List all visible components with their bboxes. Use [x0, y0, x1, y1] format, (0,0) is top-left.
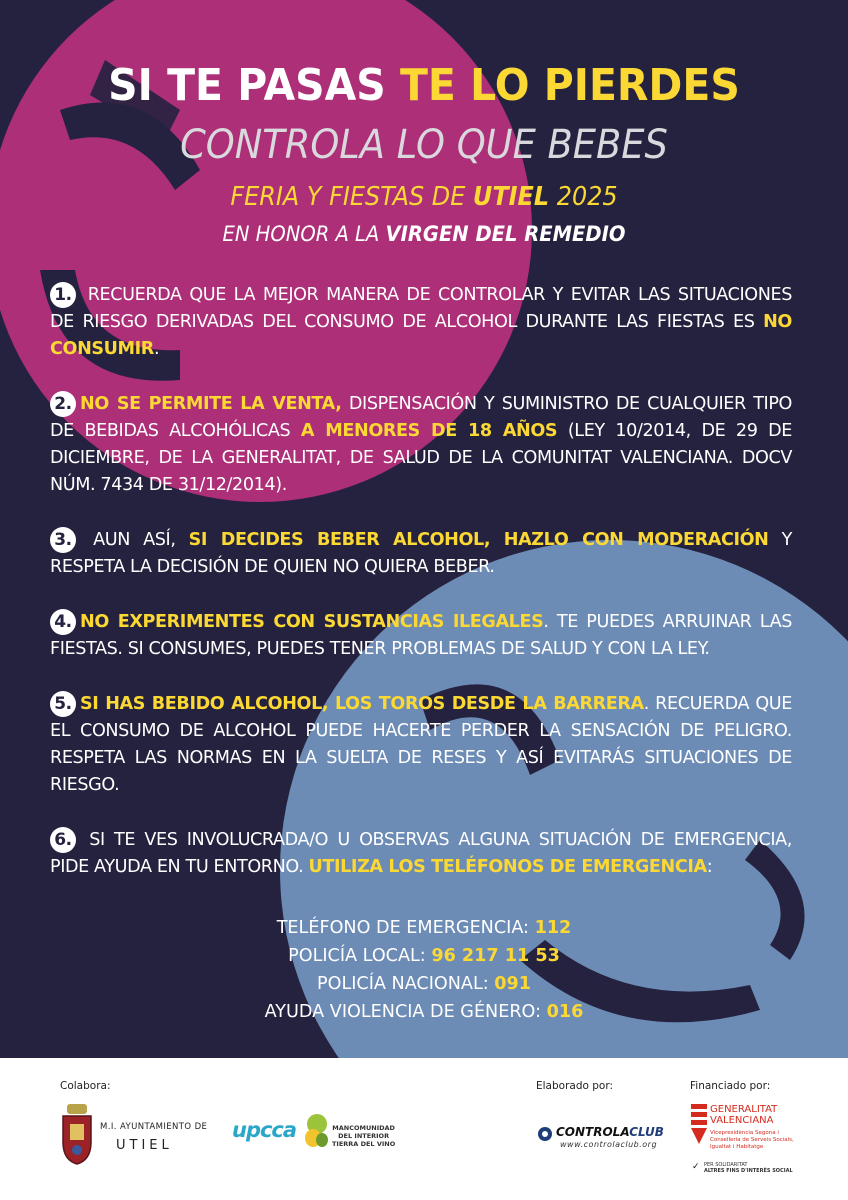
recommendations-list	[50, 282, 792, 909]
item-number-badge: 4.	[50, 609, 76, 635]
list-item: 1. RECUERDA QUE LA MEJOR MANERA DE CONTROLAR Y EVITAR LAS SITUACIONES DE RIESGO DERIVADAS DEL CONSUMO DE ALCOHOL DURANTE LAS FIESTAS ES NO CONSUMIR.	[50, 282, 792, 363]
item-number-badge: 3.	[50, 527, 76, 553]
check-icon: ✓	[692, 1162, 700, 1172]
controlaclub-logo-icon	[537, 1126, 553, 1142]
ayuntamiento-label: M.I. AYUNTAMIENTO DE	[100, 1122, 208, 1132]
financiado-label: Financiado por:	[690, 1080, 771, 1092]
item-number-badge: 1.	[50, 282, 76, 308]
mancomunidad-logo-icon	[304, 1112, 330, 1150]
item-number-badge: 2.	[50, 391, 76, 417]
controlaclub-logo: CONTROLACLUB	[556, 1125, 664, 1139]
phone-row: AYUDA VIOLENCIA DE GÉNERO: 016	[264, 1002, 584, 1022]
generalitat-label: GENERALITAT VALENCIANA	[710, 1104, 778, 1126]
upcca-logo: upcca	[232, 1118, 297, 1142]
footer	[0, 1058, 848, 1200]
generalitat-logo-icon	[690, 1102, 708, 1146]
title-part-yellow: TE LO PIERDES	[399, 60, 740, 111]
poster-title	[30, 60, 819, 111]
title-part-white: SI TE PASAS	[108, 60, 400, 111]
utiel-crest-icon	[60, 1104, 94, 1166]
controlaclub-url: www.controlaclub.org	[560, 1140, 658, 1149]
poster-subtitle: CONTROLA LO QUE BEBES	[180, 122, 668, 168]
phone-row: POLICÍA LOCAL: 96 217 11 53	[288, 946, 560, 966]
event-line: FERIA Y FIESTAS DE UTIEL 2025	[230, 182, 618, 212]
list-item: 3. AUN ASÍ, SI DECIDES BEBER ALCOHOL, HAZLO CON MODERACIÓN Y RESPETA LA DECISIÓN DE QUIEN NO QUIERA BEBER.	[50, 527, 792, 581]
list-item: 5. SI HAS BEBIDO ALCOHOL, LOS TOROS DESDE LA BARRERA. RECUERDA QUE EL CONSUMO DE ALCOHOL PUEDE HACERTE PERDER LA SENSACIÓN DE PELIGRO. RESPETA LAS NORMAS EN LA SUELTA DE RESES Y ASÍ EVITARÁS SITUACIONES DE RIESGO.	[50, 691, 792, 799]
mancomunidad-label: MANCOMUNIDAD DEL INTERIOR TIERRA DEL VINO	[332, 1124, 396, 1148]
list-item: 4. NO EXPERIMENTES CON SUSTANCIAS ILEGALES. TE PUEDES ARRUINAR LAS FIESTAS. SI CONSUMES, PUEDES TENER PROBLEMAS DE SALUD Y CON LA LEY.	[50, 609, 792, 663]
elaborado-label: Elaborado por:	[536, 1080, 614, 1092]
list-item: 6. SI TE VES INVOLUCRADA/O U OBSERVAS ALGUNA SITUACIÓN DE EMERGENCIA, PIDE AYUDA EN TU ENTORNO. UTILIZA LOS TELÉFONOS DE EMERGENCIA:	[50, 827, 792, 881]
utiel-label: UTIEL	[116, 1138, 173, 1153]
colabora-label: Colabora:	[60, 1080, 111, 1092]
list-item: 2. NO SE PERMITE LA VENTA, DISPENSACIÓN Y SUMINISTRO DE CUALQUIER TIPO DE BEBIDAS ALCOHÓLICAS A MENORES DE 18 AÑOS (LEY 10/2014, DE 29 DE DICIEMBRE, DE LA GENERALITAT, DE SALUD DE LA COMUNITAT VALENCIANA. DOCV NÚM. 7434 DE 31/12/2014).	[50, 391, 792, 499]
conselleria-label: Vicepresidència Segona i Conselleria de Serveis Socials, Igualtat i Habitatge	[710, 1130, 794, 1150]
emergency-phones	[0, 914, 848, 1026]
item-number-badge: 6.	[50, 827, 76, 853]
solidaritat-label: PER SOLIDARITAT ALTRES FINS D'INTERÈS SOCIAL	[704, 1162, 793, 1174]
honor-line: EN HONOR A LA VIRGEN DEL REMEDIO	[222, 222, 626, 246]
phone-row: TELÉFONO DE EMERGENCIA: 112	[276, 918, 572, 938]
phone-row: POLICÍA NACIONAL: 091	[316, 974, 531, 994]
item-number-badge: 5.	[50, 691, 76, 717]
